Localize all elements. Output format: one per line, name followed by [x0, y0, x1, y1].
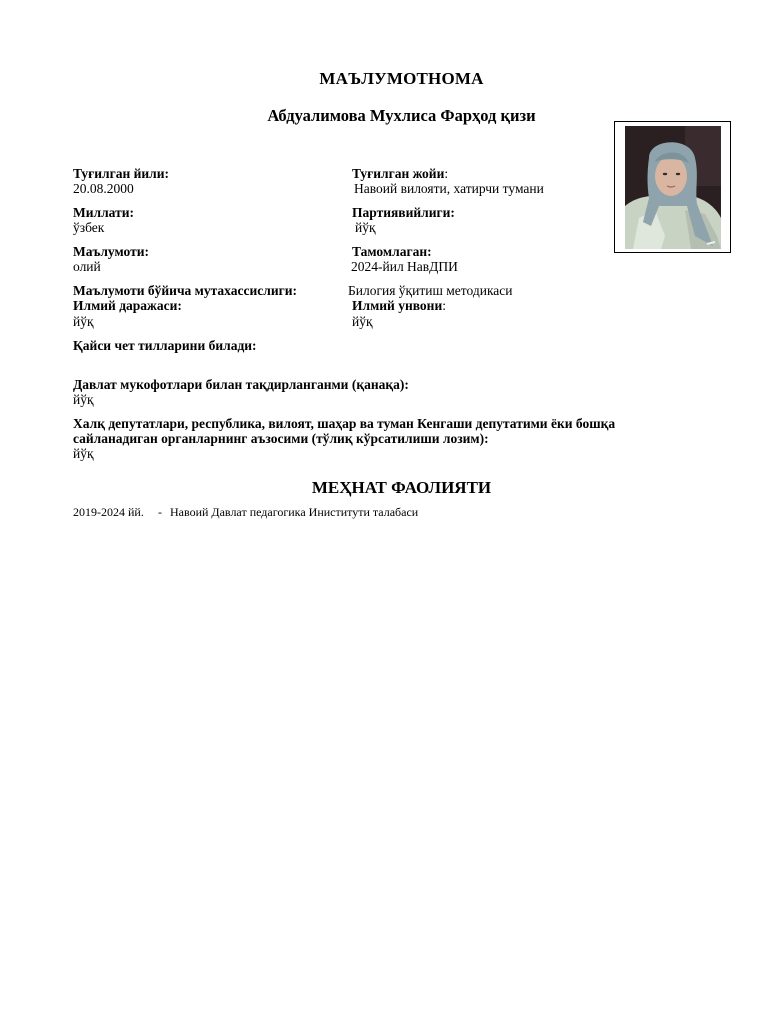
birth-place-colon: :: [444, 166, 449, 181]
specialty-label: Маълумоти бўйича мутахассислиги:: [73, 283, 298, 298]
birth-place-label: [352, 166, 448, 182]
awards-label: Давлат мукофотлари билан тақдирланганми (қанақа):: [73, 377, 409, 392]
rank-label-text: Илмий унвони: [352, 298, 443, 313]
work-section-title: МЕҲНАТ ФАОЛИЯТИ: [311, 478, 492, 497]
languages-label: Қайси чет тилларини билади:: [73, 338, 257, 353]
document-title: МАЪЛУМОТНОМА: [319, 69, 484, 88]
work-entry-period: 2019-2024 йй.: [73, 505, 144, 519]
awards-value: йўқ: [73, 392, 94, 407]
degree-label: Илмий даражаси:: [73, 298, 182, 313]
rank-colon: :: [442, 298, 447, 313]
deputy-label-line1: Халқ депутатлари, республика, вилоят, шаҳар ва туман Кенгаши депутатими ёки бошқа: [73, 416, 616, 431]
deputy-value: йўқ: [73, 446, 94, 461]
birth-year-label: Туғилган йили:: [73, 166, 170, 181]
party-label: Партиявийлиги:: [352, 205, 455, 220]
full-name: Абдуалимова Мухлиса Фарҳод қизи: [267, 106, 536, 125]
education-value: олий: [73, 259, 101, 274]
rank-value: йўқ: [352, 314, 373, 329]
photo-frame: [614, 121, 731, 253]
party-value: йўқ: [355, 220, 376, 235]
rank-label: [352, 298, 446, 314]
education-label: Маълумоти:: [73, 244, 150, 259]
deputy-label-line2: сайланадиган органларнинг аъзосими (тўлиқ кўрсатилиши лозим):: [73, 431, 489, 446]
graduated-label: Тамомлаган:: [352, 244, 432, 259]
work-entry-separator: -: [158, 505, 162, 519]
degree-value: йўқ: [73, 314, 94, 329]
work-entry-description: Навоий Давлат педагогика Иниститути талабаси: [170, 505, 419, 519]
birth-place-label-text: Туғилган жойи: [352, 166, 445, 181]
specialty-value: Билогия ўқитиш методикаси: [348, 283, 513, 298]
nationality-value: ўзбек: [73, 220, 105, 235]
birth-year-value: 20.08.2000: [73, 181, 134, 196]
person-photo-icon: [625, 126, 721, 249]
graduated-value: 2024-йил НавДПИ: [351, 259, 458, 274]
nationality-label: Миллати:: [73, 205, 134, 220]
birth-place-value: Навоий вилояти, хатирчи тумани: [354, 181, 544, 196]
